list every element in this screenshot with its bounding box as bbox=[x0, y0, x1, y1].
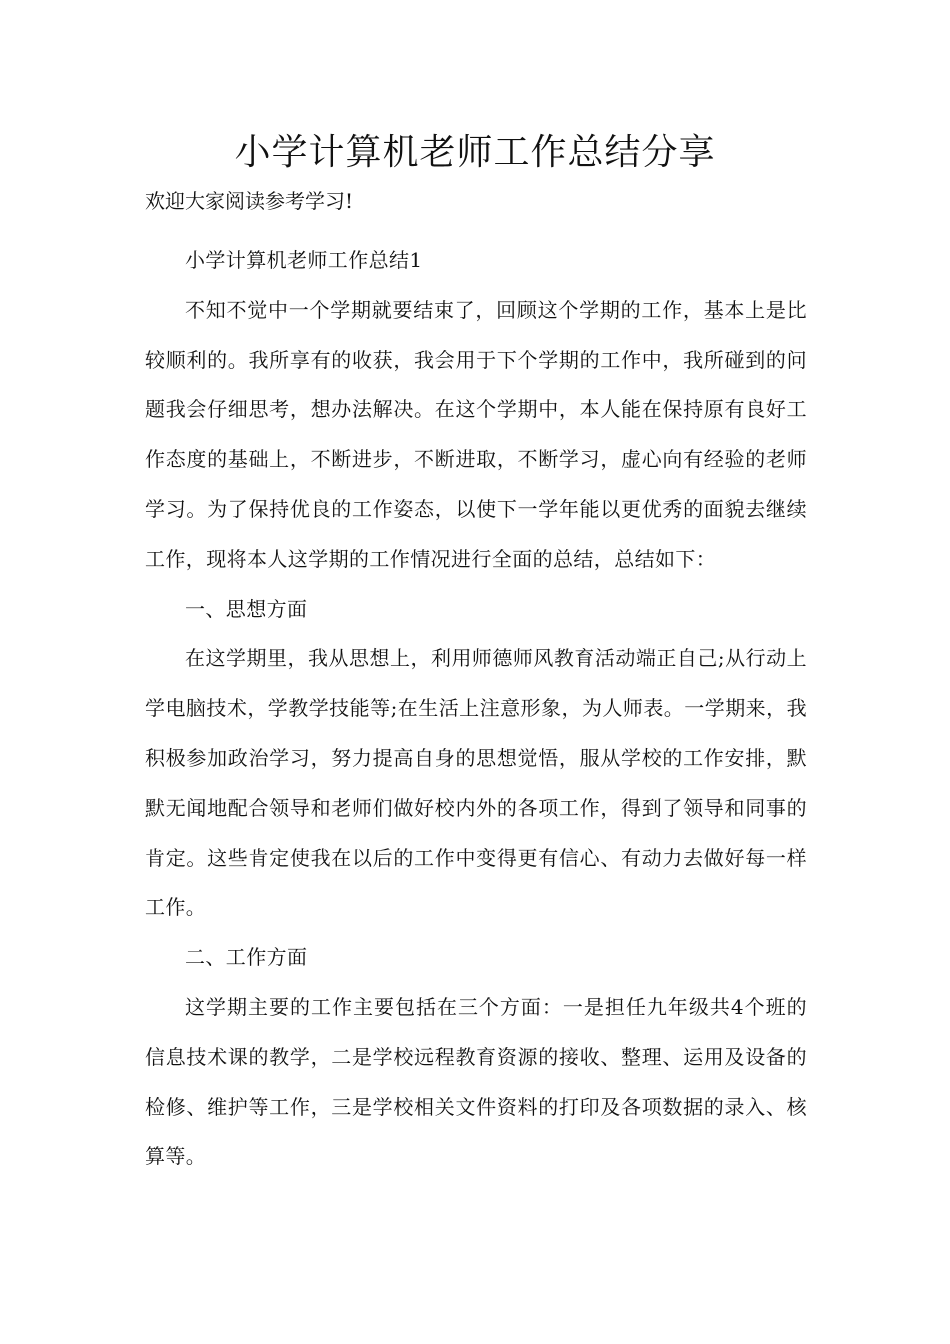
intro-text: 欢迎大家阅读参考学习! bbox=[145, 189, 354, 213]
paragraph-work: 这学期主要的工作主要包括在三个方面：一是担任九年级共4个班的信息技术课的教学，二是学校远程教育资源的接收、整理、运用及设备的检修、维护等工作，三是学校相关文件资料的打印及各项数据的录入、核算等。 bbox=[145, 994, 807, 1169]
section-heading-thought: 一、思想方面 bbox=[185, 596, 308, 621]
section-heading-summary-1: 小学计算机老师工作总结1 bbox=[185, 248, 423, 272]
paragraph-opening: 不知不觉中一个学期就要结束了，回顾这个学期的工作，基本上是比较顺利的。我所享有的收获，我会用于下个学期的工作中，我所碰到的问题我会仔细思考，想办法解决。在这个学期中，本人能在保持原有良好工作态度的基础上，不断进步，不断进取，不断学习，虚心向有经验的老师学习。为了保持优良的工作姿态，以使下一学年能以更优秀的面貌去继续工作，现将本人这学期的工作情况进行全面的总结，总结如下： bbox=[145, 297, 807, 571]
paragraph-thought: 在这学期里，我从思想上，利用师德师风教育活动端正自己;从行动上学电脑技术，学教学技能等;在生活上注意形象，为人师表。一学期来，我积极参加政治学习，努力提高自身的思想觉悟，服从学校的工作安排，默默无闻地配合领导和老师们做好校内外的各项工作，得到了领导和同事的肯定。这些肯定使我在以后的工作中变得更有信心、有动力去做好每一样工作。 bbox=[145, 646, 807, 920]
section-heading-work: 二、工作方面 bbox=[185, 945, 308, 970]
document-body bbox=[145, 236, 807, 1182]
document-title: 小学计算机老师工作总结分享 bbox=[234, 132, 716, 173]
